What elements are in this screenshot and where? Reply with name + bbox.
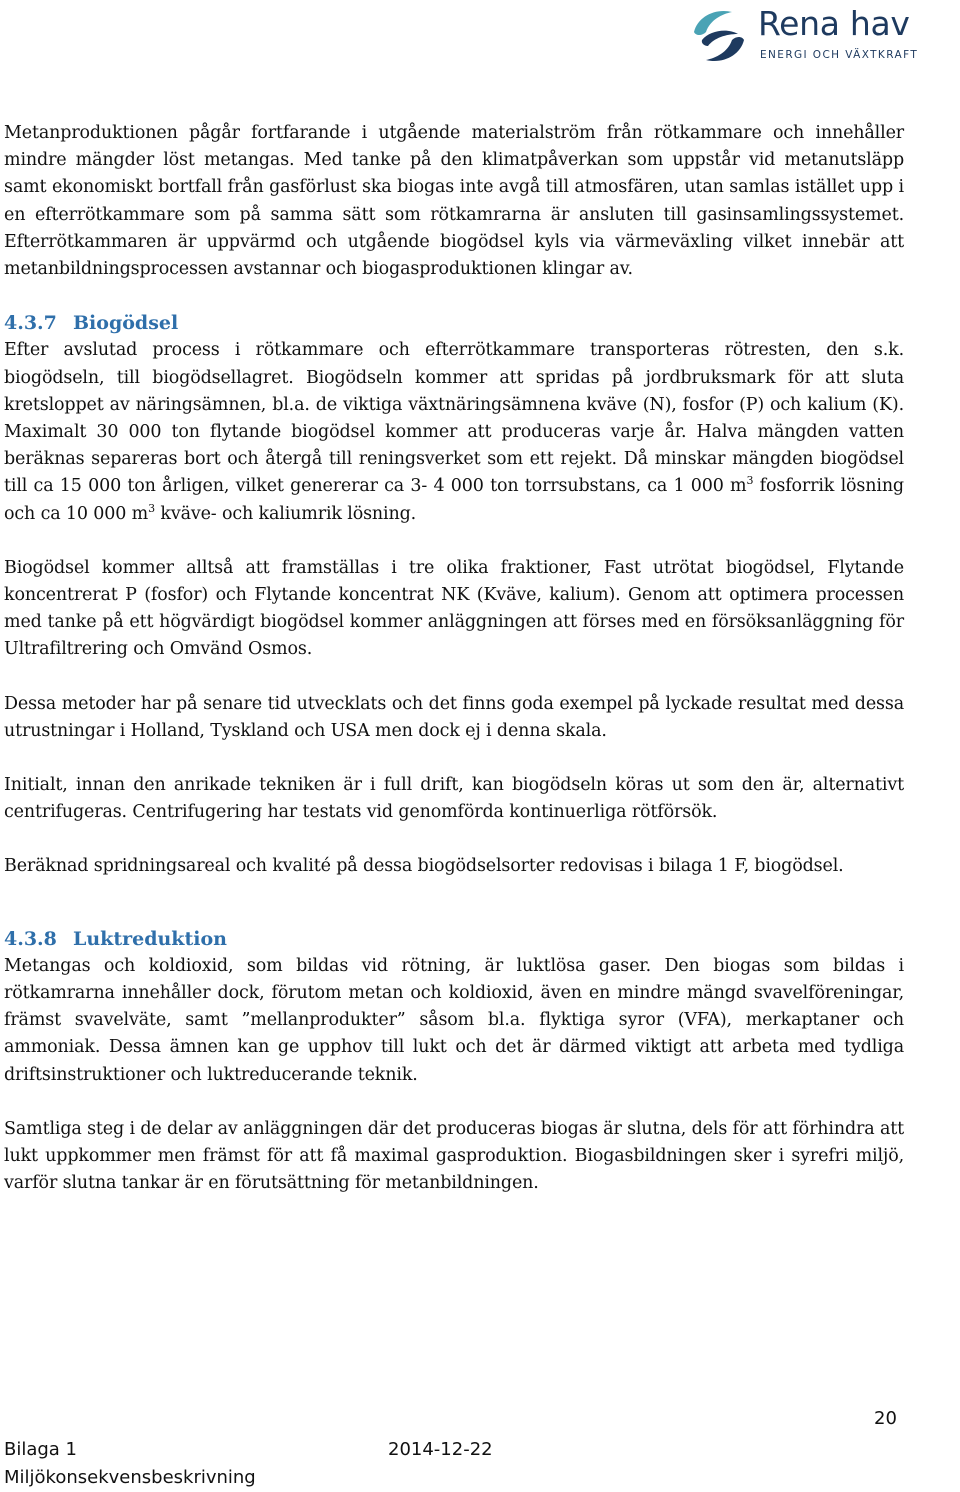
superscript: 3	[746, 474, 754, 488]
paragraph-methods: Dessa metoder har på senare tid utvecklats och det finns goda exempel på lyckade resultat med dessa utrustningar i Holland, Tyskland och USA men dock ej i denna skala.	[4, 693, 904, 741]
paragraph-closed-systems: Samtliga steg i de delar av anläggningen där det produceras biogas är slutna, dels för att förhindra att lukt uppkommer men främst för att få maximal gasproduktion. Biogasbildningen sker i syrefri miljö, varför slutna tankar är en förutsättning för metanbildningen.	[4, 1118, 904, 1194]
section-title: Luktreduktion	[73, 927, 227, 950]
footer-date: 2014-12-22	[388, 1439, 493, 1460]
section-heading-biogodsel	[4, 310, 904, 337]
paragraph-biogodsel	[4, 337, 904, 527]
paragraph-spreading-area: Beräknad spridningsareal och kvalité på dessa biogödselsorter redovisas i bilaga 1 F, biogödsel.	[4, 856, 844, 877]
paragraph-odor-gases: Metangas och koldioxid, som bildas vid rötning, är luktlösa gaser. Den biogas som bildas i rötkamrarna innehåller dock, förutom metan och koldioxid, även en mindre mängd svavelföreningar, främst svavelväte, samt ”mellanprodukter” såsom bl.a. flyktiga syror (VFA), merkaptaner och ammoniak. Dessa ämnen kan ge upphov till lukt och det är därmed viktigt att arbeta med tydliga driftsinstruktioner och luktreducerande teknik.	[4, 955, 904, 1085]
logo-wordmark: Rena hav	[758, 4, 910, 43]
section-number: 4.3.7	[4, 312, 57, 335]
paragraph-text: fosforrik lösning och ca 10 000 m	[4, 476, 904, 524]
paragraph-text: Efter avslutad process i rötkammare och efterrötkammare transporteras rötresten, den s.k. biogödseln, till biogödsellagret. Biogödseln kommer att spridas på jordbruksmark för att sluta kretsloppet av näringsämnen, bl.a. de viktiga växtnäringsämnena kväve (N), fosfor (P) och kalium (K). Maximalt 30 000 ton flytande biogödsel kommer att produceras varje år. Halva mängden vatten beräknas separeras bort och återgå till reningsverket som ett rejekt. Då minskar mängden biogödsel till ca 15 000 ton årligen, vilket genererar ca 3- 4 000 ton torrsubstans, ca 1 000 m	[4, 340, 904, 497]
footer-attachment: Bilaga 1	[4, 1439, 78, 1460]
paragraph-text: kväve- och kaliumrik lösning.	[154, 503, 417, 524]
document-body	[4, 120, 904, 1198]
footer-doc-type: Miljökonsekvensbeskrivning	[4, 1467, 256, 1488]
paragraph-fractions: Biogödsel kommer alltså att framställas i tre olika fraktioner, Fast utrötat biogödsel, Flytande koncentrerat P (fosfor) och Flytande koncentrat NK (Kväve, kalium). Genom att optimera processen med tanke på ett högvärdigt biogödsel kommer anläggningen att förses med en försöksanläggning för Ultrafiltrering och Omvänd Osmos.	[4, 557, 904, 660]
logo-tagline: ENERGI OCH VÄXTKRAFT	[760, 49, 919, 61]
section-title: Biogödsel	[73, 312, 179, 335]
paragraph-centrifuge: Initialt, innan den anrikade tekniken är i full drift, kan biogödseln köras ut som den är, alternativt centrifugeras. Centrifugering har testats vid genomförda kontinuerliga rötförsök.	[4, 775, 904, 823]
page-number: 20	[874, 1408, 897, 1429]
page-footer	[4, 1436, 493, 1492]
paragraph-methane-production: Metanproduktionen pågår fortfarande i utgående materialström från rötkammare och innehåller mindre mängder löst metangas. Med tanke på den klimatpåverkan som uppstår vid metanutsläpp samt ekonomiskt bortfall från gasförlust ska biogas inte avgå till atmosfären, utan samlas istället upp i en efterrötkammare som på samma sätt som rötkamrarna är ansluten till gasinsamlingssystemet. Efterrötkammaren är uppvärmd och utgående biogödsel kyls via värmeväxling vilket innebär att metanbildningsprocessen avstannar och biogasproduktionen klingar av.	[4, 123, 904, 280]
company-logo	[688, 6, 956, 68]
wave-logo-icon	[688, 6, 750, 66]
section-number: 4.3.8	[4, 927, 57, 950]
superscript: 3	[148, 501, 155, 515]
section-heading-luktreduktion	[4, 926, 904, 953]
